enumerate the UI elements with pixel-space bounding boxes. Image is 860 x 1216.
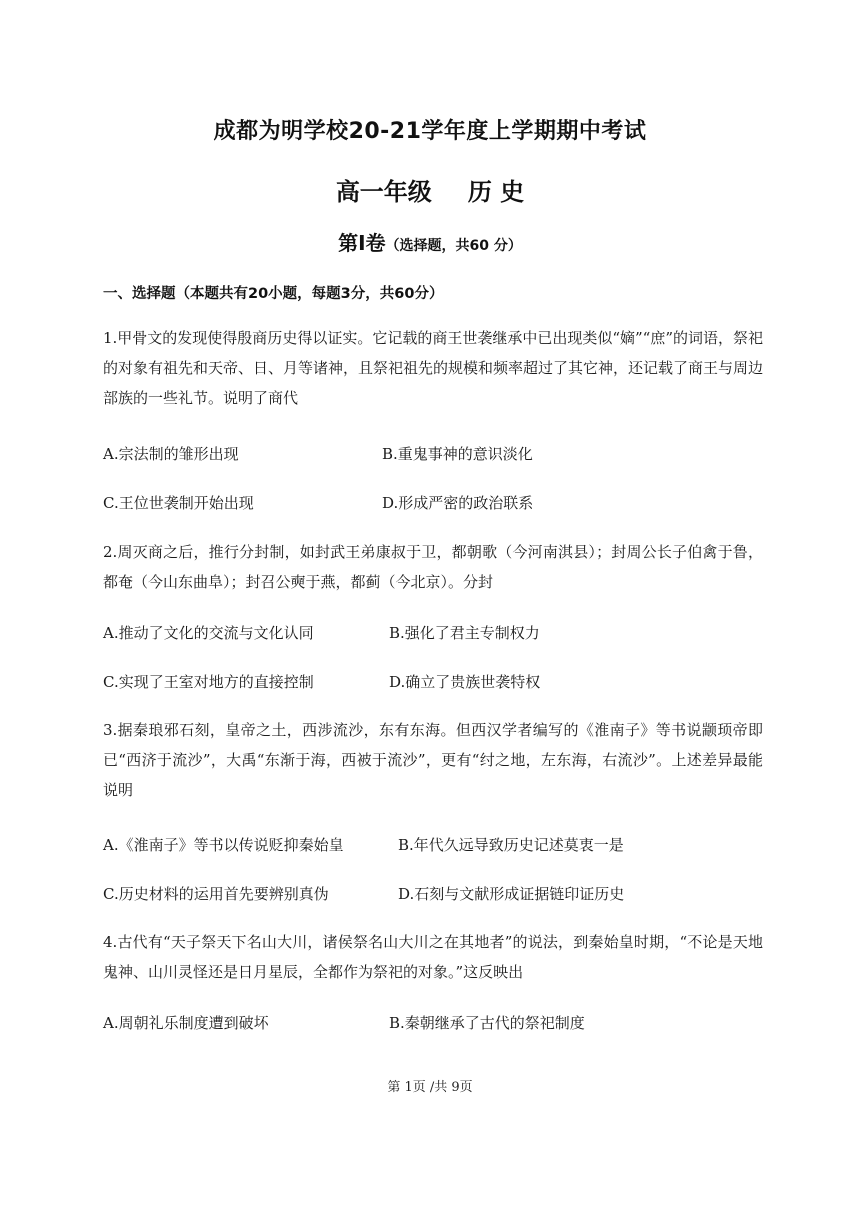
volume-label: 第Ⅰ卷 (338, 231, 386, 255)
grade-label: 高一年级 (335, 178, 432, 206)
question-3-stem: 3.据秦琅邪石刻，皇帝之土，西涉流沙，东有东海。但西汉学者编写的《淮南子》等书说颛顼帝即已“西济于流沙”，大禹“东渐于海，西被于流沙”，更有“纣之地，左东海，右流沙”。上述差异最能说明 (103, 721, 763, 799)
question-2-option-b: B.强化了君主专制权力 (389, 624, 540, 642)
exam-title: 成都为明学校20-21学年度上学期期中考试 (213, 119, 647, 144)
question-2-option-c: C.实现了王室对地方的直接控制 (103, 673, 314, 691)
question-2-option-d: D.确立了贵族世袭特权 (389, 673, 541, 691)
question-3-option-c: C.历史材料的运用首先要辨别真伪 (103, 885, 329, 903)
question-1-option-a: A.宗法制的雏形出现 (103, 445, 239, 463)
question-4-stem: 4.古代有“天子祭天下名山大川，诸侯祭名山大川之在其地者”的说法，到秦始皇时期，“不论是天地鬼神、山川灵怪还是日月星辰，全都作为祭祀的对象。”这反映出 (103, 933, 763, 981)
volume-heading (0, 227, 860, 256)
question-4-option-a: A.周朝礼乐制度遭到破坏 (103, 1014, 269, 1032)
grade-subject-line (0, 172, 860, 207)
question-2-stem: 2.周灭商之后，推行分封制，如封武王弟康叔于卫，都朝歌（今河南淇县）；封周公长子伯禽于鲁，都奄（今山东曲阜）；封召公奭于燕，都蓟（今北京）。分封 (103, 543, 763, 591)
subject-label: 历 史 (467, 178, 525, 206)
question-1-option-d: D.形成严密的政治联系 (382, 494, 534, 512)
page-number: 第 1页 /共 9页 (387, 1080, 473, 1095)
question-2-option-a: A.推动了文化的交流与文化认同 (103, 624, 314, 642)
question-1-option-c: C.王位世袭制开始出现 (103, 494, 254, 512)
question-3-option-b: B.年代久远导致历史记述莫衷一是 (398, 836, 624, 854)
question-4-option-b: B.秦朝继承了古代的祭祀制度 (389, 1014, 585, 1032)
question-1-option-b: B.重鬼事神的意识淡化 (382, 445, 533, 463)
section-heading: 一、选择题（本题共有20小题，每题3分，共60分） (103, 286, 444, 302)
question-3-option-d: D.石刻与文献形成证据链印证历史 (398, 885, 625, 903)
question-3-option-a: A.《淮南子》等书以传说贬抑秦始皇 (103, 836, 344, 854)
question-1-stem: 1.甲骨文的发现使得殷商历史得以证实。它记载的商王世袭继承中已出现类似“嫡”“庶”的词语，祭祀的对象有祖先和天帝、日、月等诸神，且祭祀祖先的规模和频率超过了其它神，还记载了商王与周边部族的一些礼节。说明了商代 (103, 329, 764, 407)
volume-note: （选择题，共60 分） (385, 238, 522, 254)
